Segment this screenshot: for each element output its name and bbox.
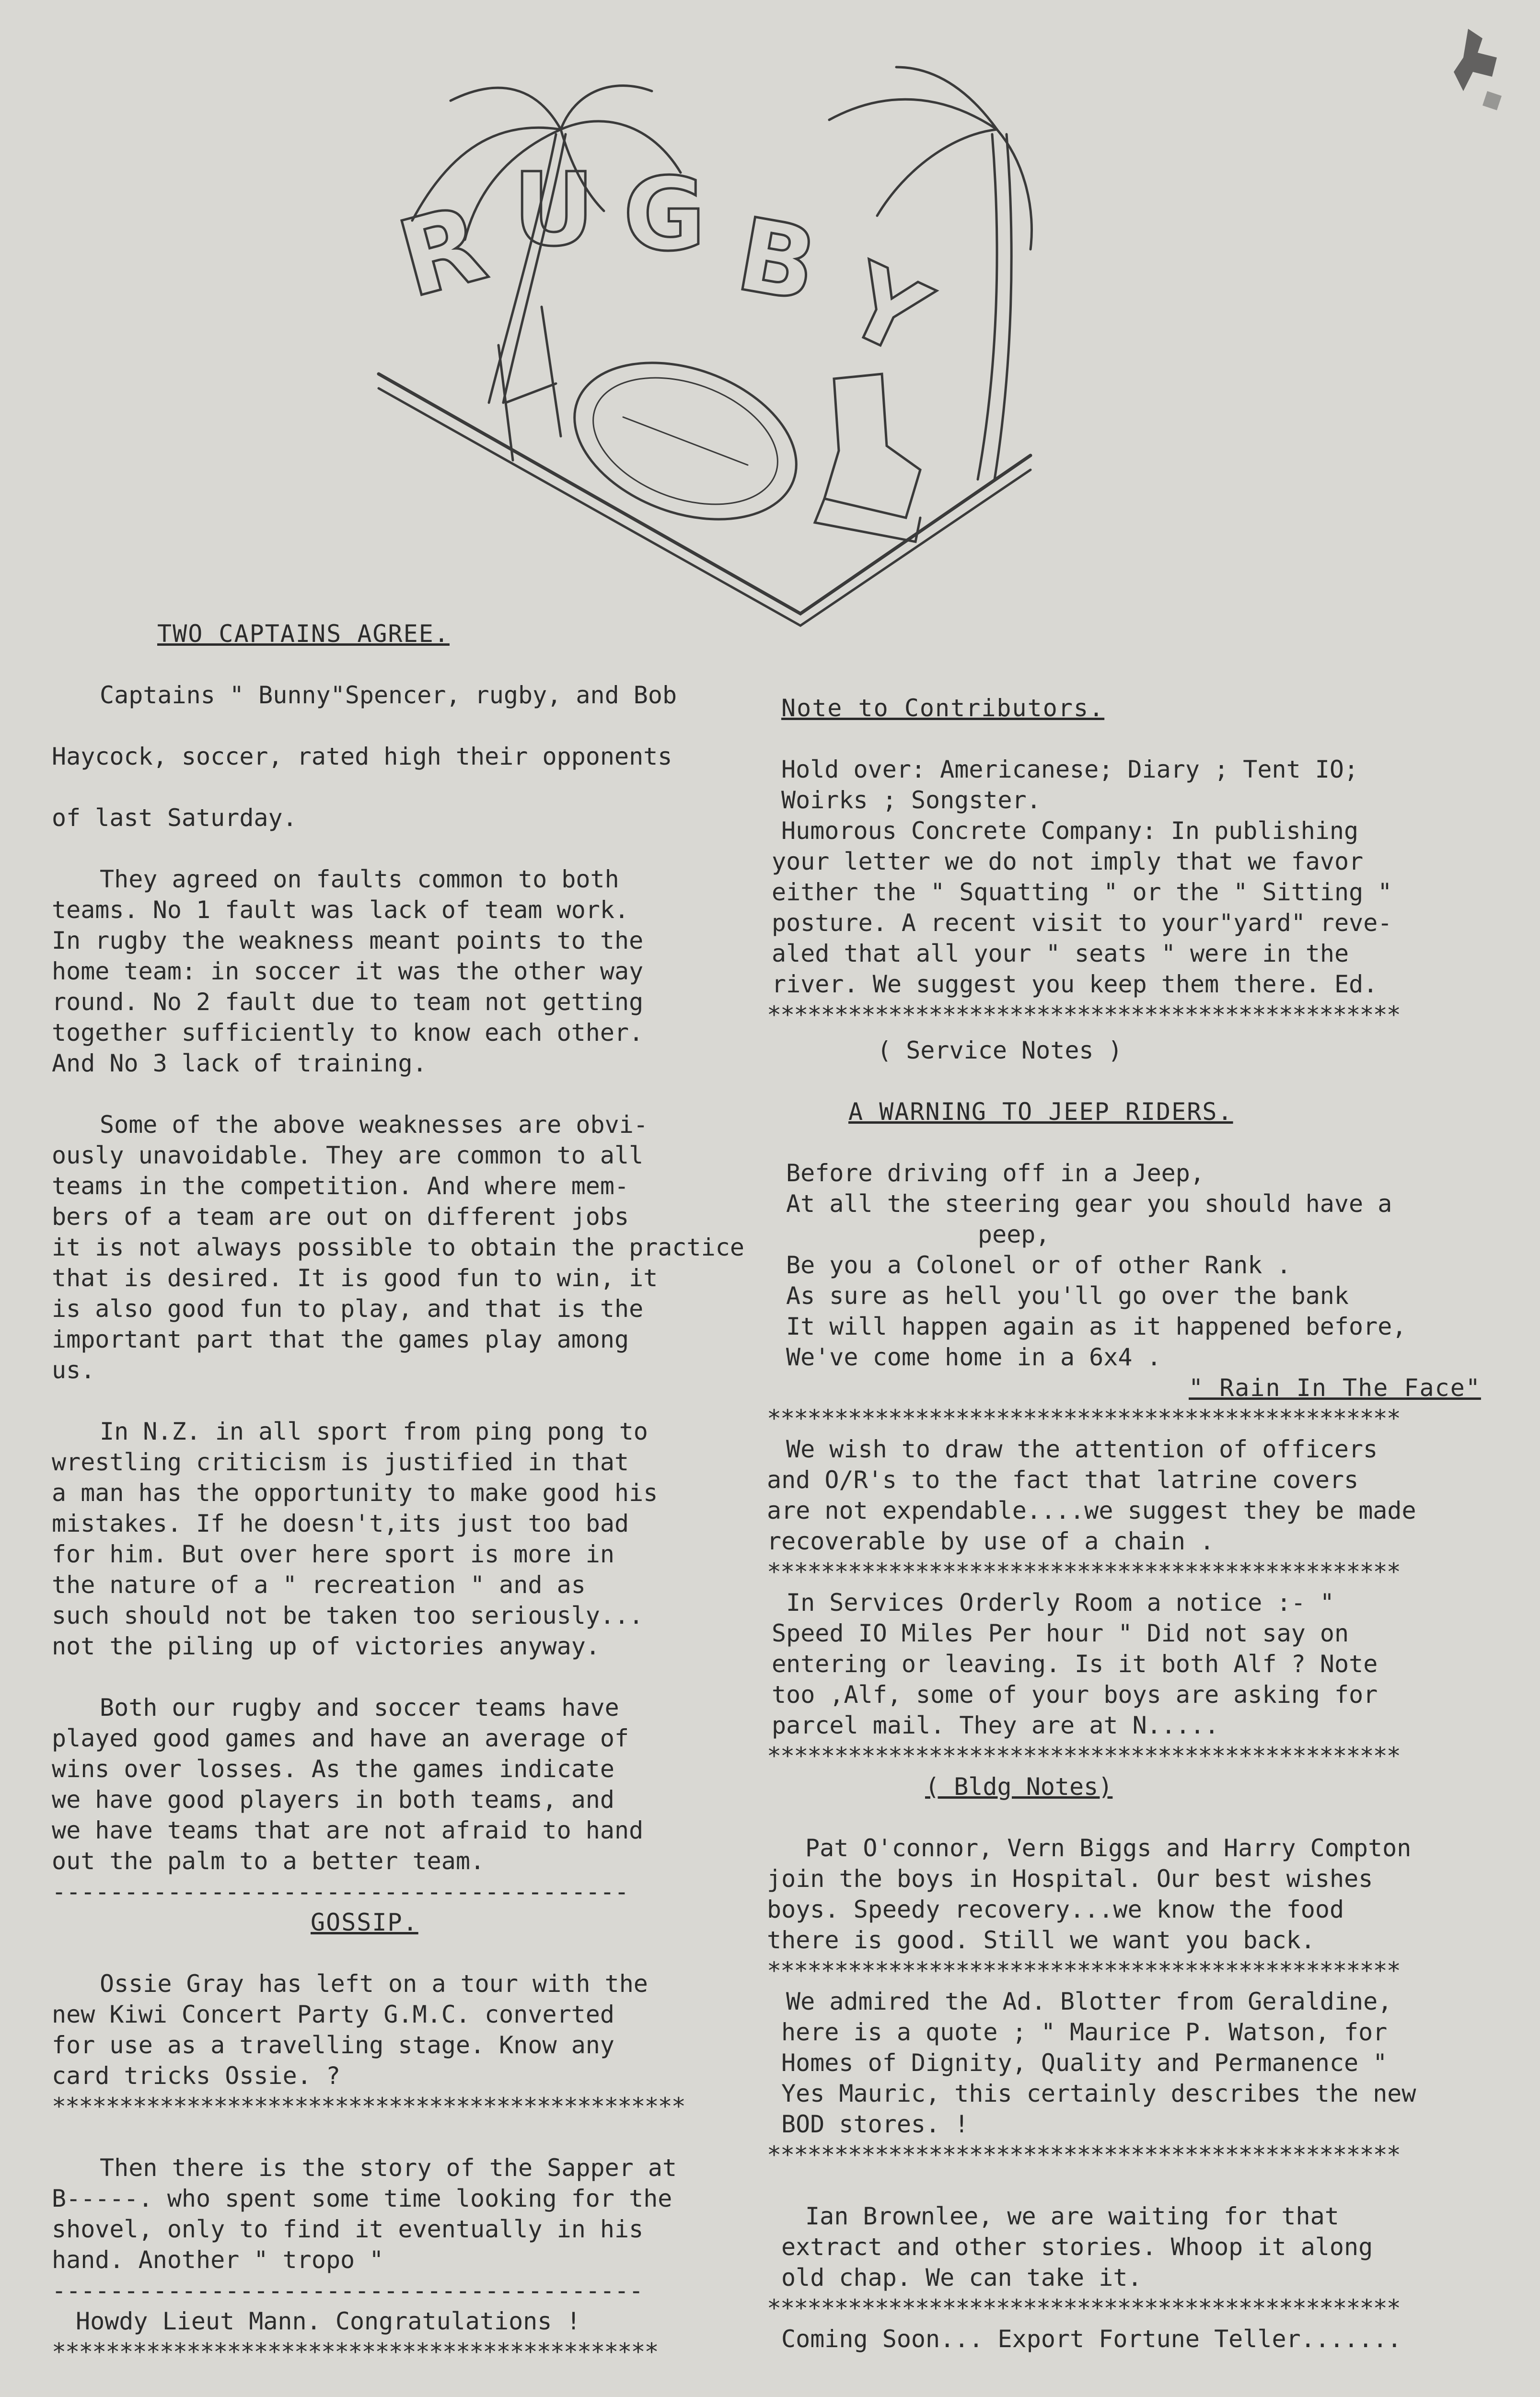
star-divider: *********************************************** — [52, 2093, 685, 2120]
star-divider: *********************************************** — [767, 1001, 1400, 1029]
poem-text: Before driving off in a Jeep, At all the steering gear you should have a peep, Be you a Colonel or of other Rank . As sure as hell you'll go over the bank It will happen again as it happened before, We've come home in a 6x4 . " Rain In The Face" — [767, 1158, 1505, 1403]
article-paragraph-1: Captains " Bunny"Spencer, rugby, and Bob Haycock, soccer, rated high their opponents of last Saturday. — [52, 681, 677, 832]
rugby-heart-drawing — [355, 38, 1035, 633]
star-divider: *********************************************** — [767, 2294, 1400, 2322]
article-paragraph-2: They agreed on faults common to both teams. No 1 fault was lack of team work. In rugby the weakness meant points to the home team: in soccer it was the other way round. No 2 fault due to team not getting together sufficiently to know each other. And No 3 lack of training. — [52, 865, 644, 1077]
contributors-heading: Note to Contributors. — [781, 694, 1105, 722]
article-paragraph-4: In N.Z. in all sport from ping pong to wrestling criticism is justified in that a man has the opportunity to make good his mistakes. If he doesn't,its just too bad for him. But over here sport is more in the nature of a " recreation " and as such should not be taken too seriously... not the piling up of victories anyway. — [52, 1418, 658, 1660]
service-notes-heading: ( Service Notes ) — [877, 1036, 1123, 1064]
speed-note: In Services Orderly Room a notice :- " Speed IO Miles Per hour " Did not say on entering or leaving. Is it both Alf ? Note too ,Alf, some of your boys are asking for parcel mail. They are at N..... — [772, 1589, 1378, 1739]
left-column — [52, 618, 771, 2367]
article-paragraph-5: Both our rugby and soccer teams have played good games and have an average of wins over losses. As the games indicate we have good players in both teams, and we have teams that are not afraid to hand out the palm to a better team. — [52, 1694, 644, 1875]
bldg-notes-heading: ( Bldg Notes) — [925, 1773, 1113, 1801]
latrine-note: We wish to draw the attention of officers and O/R's to the fact that latrine covers are not expendable....we suggest they be made recoverable by use of a chain . — [767, 1435, 1416, 1555]
right-column — [767, 693, 1505, 2354]
coming-soon: Coming Soon... Export Fortune Teller....... — [781, 2325, 1402, 2353]
divider: ---------------------------------------- — [52, 1878, 629, 1906]
brownlee-note: Ian Brownlee, we are waiting for that extract and other stories. Whoop it along old chap. We can take it. — [781, 2202, 1373, 2292]
article-heading: TWO CAPTAINS AGREE. — [157, 620, 450, 648]
svg-text:U: U — [513, 151, 595, 268]
gossip-paragraph-3: Howdy Lieut Mann. Congratulations ! — [76, 2307, 581, 2335]
gossip-paragraph-2: Then there is the story of the Sapper at B-----. who spent some time looking for the shovel, only to find it eventually in his hand. Another " tropo " — [52, 2154, 677, 2274]
svg-text:B: B — [729, 195, 825, 325]
svg-text:R: R — [387, 182, 498, 322]
svg-text:Y: Y — [828, 241, 945, 379]
rugby-illustration — [355, 38, 1035, 633]
gossip-paragraph-1: Ossie Gray has left on a tour with the new Kiwi Concert Party G.M.C. converted for use as a travelling stage. Know any card tricks Ossie. ? — [52, 1970, 648, 2090]
article-paragraph-3: Some of the above weaknesses are obvi- ously unavoidable. They are common to all teams in the competition. And where mem- bers of a team are out on different jobs it is not always possible to obtain the practice that is desired. It is good fun to win, it is also good fun to play, and that is the important part that the games play among us. — [52, 1111, 744, 1384]
star-divider: *********************************************** — [767, 1405, 1400, 1432]
poem-heading: A WARNING TO JEEP RIDERS. — [848, 1098, 1233, 1126]
star-divider: *********************************************** — [767, 1558, 1400, 1586]
ink-blot — [1439, 19, 1521, 115]
hospital-note: Pat O'connor, Vern Biggs and Harry Compton join the boys in Hospital. Our best wishes boys. Speedy recovery...we know the food there is good. Still we want you back. — [767, 1834, 1412, 1954]
contributors-text: Hold over: Americanese; Diary ; Tent IO; Woirks ; Songster. Humorous Concrete Company: In publishing your letter we do not imply that we favor either the " Squatting " or the " Sitting " posture. A recent visit to your"yard" reve- aled that all your " seats " were in the river. We suggest you keep them there. Ed. — [772, 756, 1392, 998]
star-divider: *********************************************** — [767, 1957, 1400, 1985]
poem-signature: " Rain In The Face" — [1189, 1374, 1481, 1402]
blotter-note: We admired the Ad. Blotter from Geraldine, here is a quote ; " Maurice P. Watson, for Homes of Dignity, Quality and Permanence " Yes Mauric, this certainly describes the new BOD stores. ! — [781, 1988, 1416, 2138]
gossip-heading: GOSSIP. — [311, 1908, 418, 1936]
svg-text:G: G — [623, 156, 706, 273]
divider: ----------------------------------------- — [52, 2277, 644, 2304]
star-divider: ********************************************* — [52, 2338, 658, 2366]
star-divider: *********************************************** — [767, 2141, 1400, 2169]
star-divider: *********************************************** — [767, 1742, 1400, 1770]
